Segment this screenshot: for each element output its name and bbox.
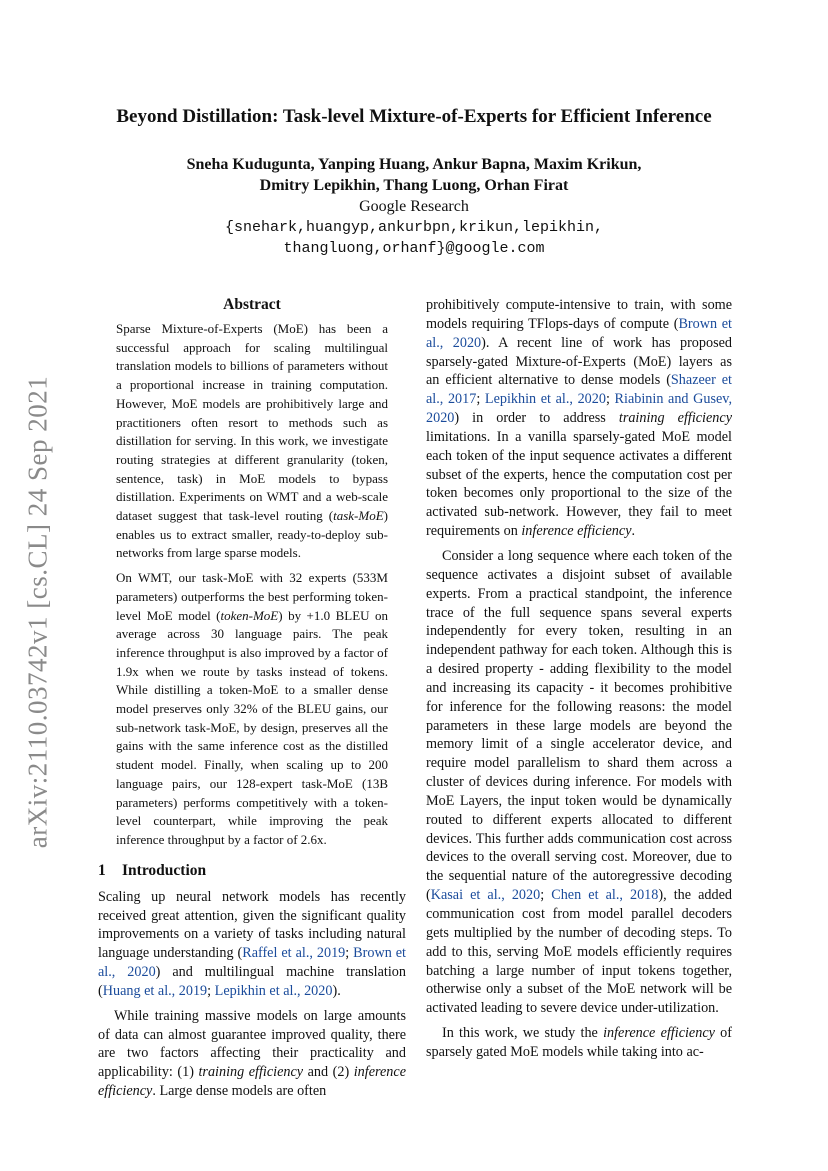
citation-link[interactable]: Lepikhin et al., 2020 — [484, 391, 606, 408]
right-paragraph-3: In this work, we study the inference efficiency of sparsely gated MoE models while taking into ac- — [426, 1025, 732, 1060]
emails-line-2: thangluong,orhanf}@google.com — [283, 240, 545, 257]
intro-paragraph-2: While training massive models on large amounts of data can almost guarantee improved quality, there are two factors affecting their practicality and applicability: (1) training efficiency and (2) inference efficiency. Large dense models are often — [98, 1007, 406, 1100]
abstract-paragraph-1: Sparse Mixture-of-Experts (MoE) has been a successful approach for scaling multilingual translation models to billions of parameters without a proportional increase in training computation. However, MoE models are prohibitively large and practitioners often resort to methods such as distillation for serving. In this work, we investigate routing strategies at different granularity (token, sentence, task) in MoE models to bypass distillation. Experiments on WMT and a web-scale dataset suggest that task-level routing (task-MoE) enables us to extract smaller, ready-to-deploy sub-networks from large sparse models. — [116, 321, 388, 561]
author-block — [0, 154, 828, 259]
citation-link[interactable]: Shazeer et al., 2017 — [426, 372, 732, 408]
affiliation: Google Research — [359, 198, 469, 215]
paper-title: Beyond Distillation: Task-level Mixture-of-Experts for Efficient Inference — [116, 106, 712, 127]
abstract-paragraph-2: On WMT, our task-MoE with 32 experts (533M parameters) outperforms the best performing token-level MoE model (token-MoE) by +1.0 BLEU on average across 30 language pairs. The peak inference throughput is also improved by a factor of 1.9x when we route by tasks instead of tokens. While distilling a token-MoE to a smaller dense model preserves only 32% of the BLEU gains, our sub-network task-MoE, by design, preserves all the gains with the same inference cost as the distilled student model. Finally, when scaling up to 200 language pairs, our 128-expert task-MoE (13B parameters) performs competitively with a token-level counterpart, while improving the peak inference throughput by a factor of 2.6x. — [116, 570, 388, 847]
citation-link[interactable]: Kasai et al., 2020 — [430, 887, 541, 904]
section-number: 1 — [98, 861, 106, 879]
left-column — [98, 296, 406, 1101]
abstract-heading: Abstract — [223, 296, 281, 313]
citation-link[interactable]: Brown et al., 2020 — [98, 945, 406, 981]
citation-link[interactable]: Huang et al., 2019 — [102, 982, 208, 999]
authors-line-1: Sneha Kudugunta, Yanping Huang, Ankur Bapna, Maxim Krikun, — [186, 156, 642, 173]
citation-link[interactable]: Lepikhin et al., 2020 — [214, 982, 333, 999]
right-column — [426, 296, 732, 1062]
intro-paragraph-1: Scaling up neural network models has recently received great attention, given the significant quality improvements on a variety of tasks including natural language understanding (Raffel et al., 2019; Brown et al., 2020) and multilingual machine translation (Huang et al., 2019; Lepikhin et al., 2020). — [98, 888, 406, 999]
citation-link[interactable]: Riabinin and Gusev, 2020 — [426, 391, 733, 427]
emails-line-1: {snehark,huangyp,ankurbpn,krikun,lepikhin, — [224, 219, 604, 236]
right-paragraph-2: Consider a long sequence where each token of the sequence activates a disjoint subset of available experts. From a practical standpoint, the inference trace of the full sequence spans several experts independently for every token, resulting in an independent pathway for each token. Although this is a desired property - adding flexibility to the model and increasing its capacity - it becomes prohibitive for inference for the following reasons: the model parameters in these large models are beyond the memory limit of a single accelerator device, and require model parallelism to shard them across a cluster of devices during inference. For models with MoE Layers, the input token would be dynamically routed to different experts allocated to different devices. This further adds communication cost across devices to the overall serving cost. Moreover, due to the sequential nature of the autoregressive decoding (Kasai et al., 2020; Chen et al., 2018), the added communication cost from model parallel decoders gets multiplied by the number of decoding steps. To add to this, serving MoE models efficiently requires batching a large number of input tokens together, otherwise only a subset of the MoE network will be activated leading to severe device under-utilization. — [426, 547, 733, 1017]
citation-link[interactable]: Raffel et al., 2019 — [242, 945, 346, 962]
authors-line-2: Dmitry Lepikhin, Thang Luong, Orhan Firat — [259, 177, 569, 194]
citation-link[interactable]: Brown et al., 2020 — [426, 315, 732, 351]
section-heading-introduction — [98, 862, 406, 880]
arxiv-identifier-stamp: arXiv:2110.03742v1 [cs.CL] 24 Sep 2021 — [22, 375, 53, 849]
right-paragraph-1: prohibitively compute-intensive to train, with some models requiring TFlops-days of compute (Brown et al., 2020). A recent line of work has proposed sparsely-gated Mixture-of-Experts (MoE) layers as an efficient alternative to dense models (Shazeer et al., 2017; Lepikhin et al., 2020; Riabinin and Gusev, 2020) in order to address training efficiency limitations. In a vanilla sparsely-gated MoE model each token of the input sequence activates a different subset of the experts, hence the computation cost per token becomes only proportional to the size of the activated sub-network. However, they fail to meet requirements on inference efficiency. — [426, 297, 733, 540]
section-title: Introduction — [122, 861, 207, 879]
citation-link[interactable]: Chen et al., 2018 — [551, 887, 659, 904]
